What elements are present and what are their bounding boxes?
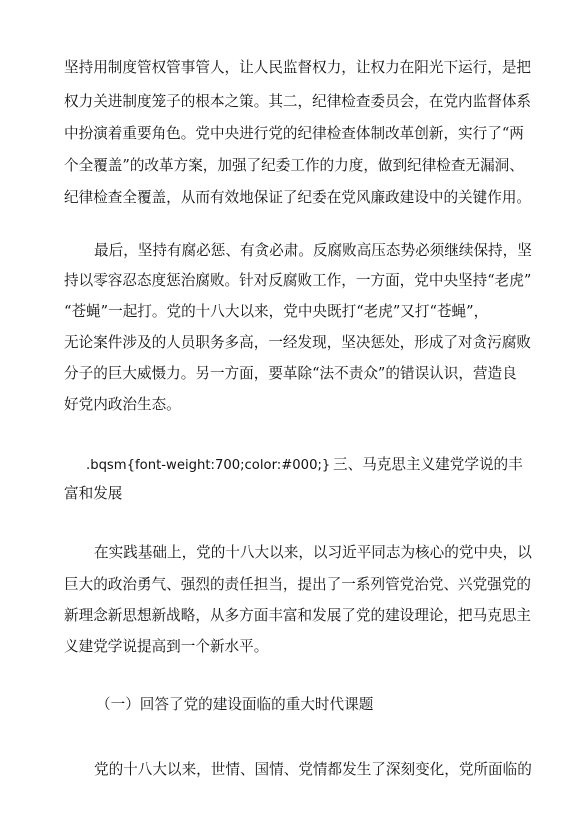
paragraph-2-line-6: 好党内政治生态。 [64, 396, 181, 413]
paragraph-2-line-1: 最后，坚持有腐必惩、有贪必肃。反腐败高压态势必须继续保持，坚 [94, 242, 532, 259]
paragraph-1-line-1: 坚持用制度管权管事管人，让人民监督权力，让权力在阳光下运行，是把 [64, 59, 532, 76]
paragraph-2-line-5: 分子的巨大威慑力。另一方面，要革除“法不责众”的错误认识，营造良 [64, 365, 517, 382]
heading-3-style-code: .bqsm{font-weight:700;color:#000;} [86, 458, 331, 473]
paragraph-1-line-5: 纪律检查全覆盖，从而有效地保证了纪委在党风廉政建设中的关键作用。 [64, 189, 532, 206]
heading-3-line-2: 富和发展 [64, 485, 123, 502]
paragraph-4-line-1: 党的十八大以来，世情、国情、党情都发生了深刻变化，党所面临的 [94, 761, 532, 778]
paragraph-1-line-4: 个全覆盖”的改革方案，加强了纪委工作的力度，做到纪律检查无漏洞、 [64, 157, 524, 174]
paragraph-2-line-4: 无论案件涉及的人员职务多高，一经发现，坚决惩处，形成了对贪污腐败 [64, 334, 532, 351]
paragraph-2-line-3: “苍蝇”一起打。党的十八大以来，党中央既打“老虎”又打“苍蝇”， [64, 303, 489, 320]
heading-3-line-1: 三、马克思主义建党学说的丰 [333, 456, 523, 473]
paragraph-3-line-2: 巨大的政治勇气、强烈的责任担当，提出了一系列管党治党、兴党强党的 [64, 576, 532, 593]
subheading-1: （一）回答了党的建设面临的重大时代课题 [96, 696, 374, 713]
paragraph-1-line-2: 权力关进制度笼子的根本之策。其二，纪律检查委员会，在党内监督体系 [64, 93, 532, 110]
paragraph-3-line-1: 在实践基础上，党的十八大以来，以习近平同志为核心的党中央，以 [94, 544, 532, 561]
paragraph-1-line-3: 中扮演着重要角色。党中央进行党的纪律检查体制改革创新，实行了“两 [64, 125, 524, 142]
paragraph-3-line-4: 义建党学说提高到一个新水平。 [64, 638, 269, 655]
paragraph-3-line-3: 新理念新思想新战略，从多方面丰富和发展了党的建设理论，把马克思主 [64, 607, 532, 624]
paragraph-2-line-2: 持以零容忍态度惩治腐败。针对反腐败工作，一方面，党中央坚持“老虎” [64, 272, 532, 289]
